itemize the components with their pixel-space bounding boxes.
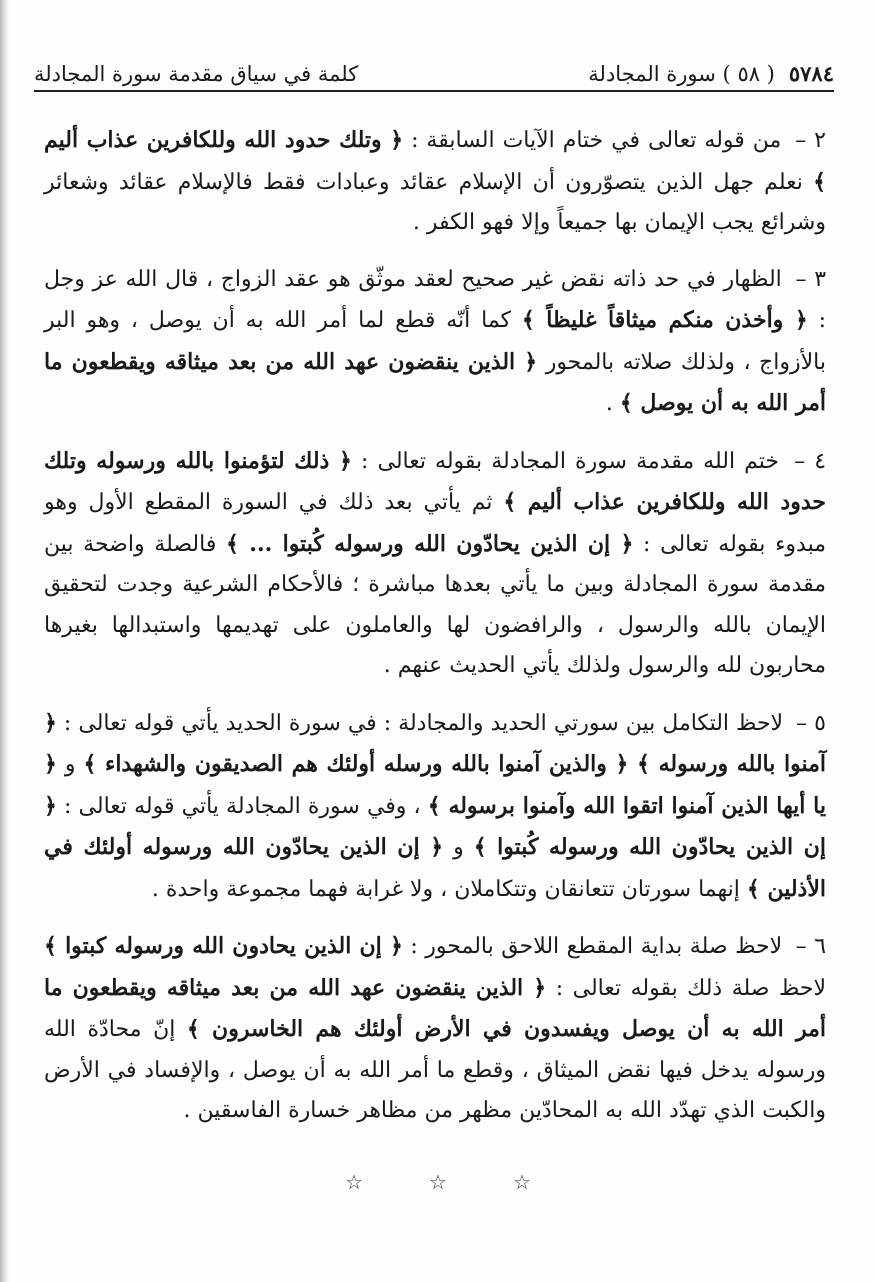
paragraph-text: إنّ محادّة الله ورسوله يدخل فيها نقض الميثاق ، وقطع ما أمر الله به أن يوصل ، والإفساد في الأرض والكبت الذي تهدّد الله به المحادّين مظهر من مظاهر خسارة الفاسقين . [44,1017,826,1123]
star-icon: ☆ [429,1170,447,1194]
star-icon: ☆ [512,1170,531,1194]
paragraph-text: ختم الله مقدمة سورة المجادلة بقوله تعالى : [351,448,780,474]
quran-quote: ﴿ إن الذين يحادّون الله ورسوله كُبتوا ﴾ [44,792,826,860]
page-header [34,52,834,92]
paragraph-text: كما أنّه قطع لما أمر الله به أن يوصل ، وهو البر بالأزواج ، ولذلك صلاته بالمحور [44,308,826,375]
star-icon: ☆ [345,1170,364,1194]
quran-quote: ﴿ يا أيها الذين آمنوا اتقوا الله وآمنوا برسوله ﴾ [44,751,826,819]
paragraph-text: و [56,752,84,777]
paragraph-number: ٣ – [795,266,827,292]
quran-quote: ﴿ إن الذين يحادّون الله ورسوله كُبتوا ... ﴾ [226,530,634,557]
paragraph-3 [44,260,826,425]
paragraph-4 [44,441,826,687]
scan-edge-shadow [0,0,9,1282]
paragraph-text: ثم يأتي بعد ذلك في السورة المقطع الأول وهو مبدوء بقوله تعالى : [44,490,827,557]
paragraph-text: الظهار في حد ذاته نقض غير صحيح لعقد موثّق هو عقد الزواج ، قال الله عز وجل : [44,266,826,333]
paragraph-text: إنهما سورتان تتعانقان وتتكاملان ، ولا غرابة فهما مجموعة واحدة . [151,876,747,902]
paragraph-5 [44,703,826,911]
quran-quote: ﴿ وأخذن منكم ميثاقاً غليظاً ﴾ [521,307,808,333]
paragraph-text: نعلم جهل الذين يتصوّرون أن الإسلام عقائد وعبادات فقط فالإسلام عقائد وشعائر وشرائع يجب الإيمان بها جميعاً وإلا فهو الكفر . [44,169,826,235]
quran-quote: ﴿ إن الذين يحادون الله ورسوله كبتوا ﴾ [44,933,403,959]
page-body [44,120,826,1148]
paragraph-text: ، وفي سورة المجادلة يأتي قوله تعالى : [56,793,428,819]
paragraph-text: . [605,391,620,416]
paragraph-6 [44,926,826,1132]
page-number: ٥٧٨٤ [788,61,834,86]
paragraph-number: ٦ – [795,934,827,959]
paragraph-text: لاحظ صلة ذلك بقوله تعالى : [546,975,826,1001]
quran-quote: ﴿ وتلك حدود الله وللكافرين عذاب أليم ﴾ [44,127,826,195]
paragraph-text: فالصلة واضحة بين مقدمة سورة المجادلة وبين ما يأتي بعدها مباشرة ؛ فالأحكام الشرعية وجدت لتحقيق الإيمان بالله والرسول ، والرافضون لها والعاملون على تهديمها واستبدالها بغيرها محاربون لله والرسول ولذلك يأتي الحديث عنهم . [44,531,826,678]
quran-quote: ﴿ آمنوا بالله ورسوله ﴾ ﴿ والذين آمنوا بالله ورسله أولئك هم الصديقون والشهداء ﴾ [44,709,826,777]
paragraph-number: ٤ – [794,448,827,474]
paragraph-text: لاحظ صلة بداية المقطع اللاحق بالمحور : [402,934,783,959]
section-separator [0,1170,876,1194]
paragraph-2 [44,120,826,244]
surah-reference: ( ٥٨ ) سورة المجادلة [588,62,775,86]
paragraph-text: و [443,835,474,860]
quran-quote: ﴿ الذين ينقضون عهد الله من بعد ميثاقه ويقطعون ما أمر الله به أن يوصل ﴾ [44,348,826,416]
paragraph-number: ٥ – [796,710,826,736]
paragraph-text: لاحظ التكامل بين سورتي الحديد والمجادلة : في سورة الحديد يأتي قوله تعالى : [56,710,784,736]
paragraph-text: من قوله تعالى في ختام الآيات السابقة : [403,128,782,153]
header-right-group [588,61,834,86]
quran-quote: ﴿ الذين ينقضون عهد الله من بعد ميثاقه ويقطعون ما أمر الله به أن يوصل ويفسدون في الأرض أولئك هم الخاسرون ﴾ [44,974,826,1042]
paragraph-number: ٢ – [795,128,826,153]
quran-quote: ﴿ إن الذين يحادّون الله ورسوله أولئك في الأذلين ﴾ [44,834,826,902]
running-title: كلمة في سياق مقدمة سورة المجادلة [34,62,359,86]
quran-quote: ﴿ ذلك لتؤمنوا بالله ورسوله وتلك حدود الله وللكافرين عذاب أليم ﴾ [44,447,827,515]
